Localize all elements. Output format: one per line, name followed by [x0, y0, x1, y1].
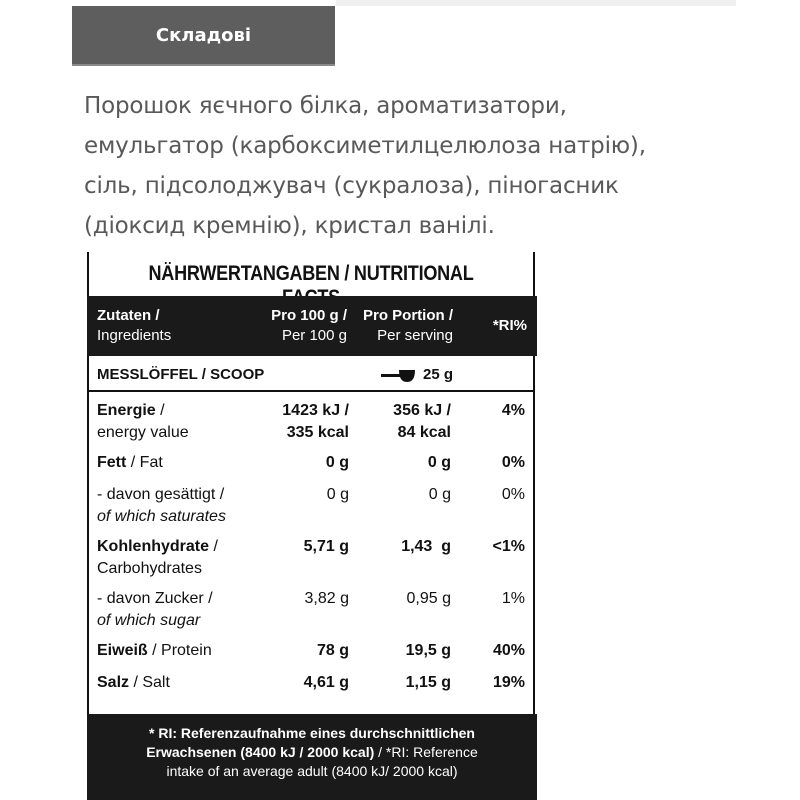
row-portion: 0,95 g: [406, 590, 451, 607]
scoop-value: 25 g: [423, 366, 454, 383]
footnote-line: intake of an average adult (8400 kJ/ 2000 kcal): [166, 763, 458, 779]
footnote-line: * RI: Referenzaufnahme eines durchschnittlichen: [149, 725, 475, 741]
row-ri: <1%: [492, 538, 525, 555]
header-ri-label: *RI%: [492, 317, 527, 334]
scoop-label: MESSLÖFFEL / SCOOP: [97, 366, 265, 383]
row-per100: 4,61 g: [303, 674, 349, 691]
row-ri: 4%: [501, 402, 525, 419]
header-per100-de: Pro 100 g /: [271, 307, 347, 324]
row-name-de: Energie: [97, 402, 156, 419]
row-ri: 40%: [492, 642, 525, 659]
header-ingredients-de: Zutaten /: [97, 307, 160, 324]
row-portion-kj: 356 kJ /: [393, 402, 451, 419]
facts-title: NÄHRWERTANGABEN / NUTRITIONAL: [148, 262, 474, 285]
table-row-sugar: [89, 588, 533, 634]
row-name-en: Carbohydrates: [97, 560, 202, 577]
row-per100: [282, 400, 349, 444]
row-name: Energie / energy value: [97, 402, 189, 441]
table-row-fat: [89, 452, 533, 478]
tab-ingredients[interactable]: [72, 6, 335, 64]
header-portion: [363, 306, 453, 346]
row-ri: 1%: [501, 590, 525, 607]
row-name-en: of which sugar: [97, 612, 201, 629]
row-portion: 0 g: [428, 486, 451, 503]
row-per100: 3,82 g: [304, 590, 349, 607]
footnote-bold: Erwachsenen (8400 kJ / 2000 kcal): [146, 744, 375, 760]
row-per100: 78 g: [316, 642, 349, 659]
row-name-de: Salz: [97, 674, 130, 691]
header-per100: [271, 306, 347, 346]
header-ingredients-en: Ingredients: [97, 327, 172, 344]
row-ri: 0%: [501, 486, 525, 503]
row-name: Salz / Salt: [97, 674, 170, 691]
row-portion: 1,43 g: [401, 538, 451, 555]
row-name-de: Kohlenhydrate: [97, 538, 210, 555]
row-ri: 19%: [492, 674, 525, 691]
ingredients-line: сіль, підсолоджувач (сукралоза), піногасник: [84, 173, 619, 199]
footnote-rest: / *RI: Reference: [374, 744, 478, 760]
row-name-de: Eiweiß: [97, 642, 148, 659]
table-row-energy: [89, 400, 533, 446]
row-per100: 0 g: [325, 454, 349, 471]
table-row-carbohydrates: [89, 536, 533, 582]
header-portion-de: Pro Portion /: [363, 307, 453, 324]
footnote-line: [87, 743, 537, 762]
scoop-row: [89, 356, 533, 392]
row-name-en: energy value: [97, 424, 189, 441]
ingredients-line: Порошок яєчного білка, ароматизатори,: [84, 93, 567, 119]
row-name-en: Fat: [139, 454, 163, 471]
row-per100: 0 g: [326, 486, 349, 503]
row-name: Eiweiß / Protein: [97, 642, 212, 659]
row-name: Fett / Fat: [97, 454, 163, 471]
row-name-de: - davon Zucker /: [97, 590, 213, 607]
scoop-icon: [381, 368, 417, 382]
row-name-de: - davon gesättigt /: [97, 486, 225, 503]
tab-underline: [72, 64, 335, 66]
header-ri: [493, 316, 527, 336]
row-name-en: of which saturates: [97, 508, 226, 525]
row-name: Kohlenhydrate / Carbohydrates: [97, 538, 218, 577]
ri-footnote: [87, 714, 537, 800]
header-portion-en: Per serving: [377, 327, 453, 344]
row-portion: 19,5 g: [405, 642, 451, 659]
header-ingredients: [97, 306, 171, 346]
row-name-en: Protein: [161, 642, 212, 659]
table-row-salt: [89, 672, 533, 698]
row-name-en: Salt: [142, 674, 170, 691]
table-row-protein: [89, 640, 533, 666]
header-per100-en: Per 100 g: [281, 327, 347, 344]
nutrition-facts-panel: [87, 252, 535, 800]
ingredients-line: (діоксид кремнію), кристал ванілі.: [84, 213, 495, 239]
row-name-de: Fett: [97, 454, 127, 471]
row-ri: 0%: [501, 454, 525, 471]
row-name: [97, 588, 213, 632]
row-portion-kcal: 84 kcal: [397, 424, 451, 441]
tab-label: Складові: [155, 24, 252, 46]
ingredients-text: [84, 86, 744, 246]
row-portion: 1,15 g: [405, 674, 451, 691]
row-per100-kcal: 335 kcal: [286, 424, 349, 441]
row-name: [97, 484, 226, 528]
table-row-saturates: [89, 484, 533, 530]
top-divider: [336, 0, 736, 6]
row-portion: [393, 400, 451, 444]
row-per100-kj: 1423 kJ /: [282, 402, 349, 419]
ingredients-line: емульгатор (карбоксиметилцелюлоза натрію),: [84, 133, 646, 159]
facts-header-row: [87, 296, 537, 356]
row-portion: 0 g: [427, 454, 451, 471]
row-per100: 5,71 g: [303, 538, 349, 555]
